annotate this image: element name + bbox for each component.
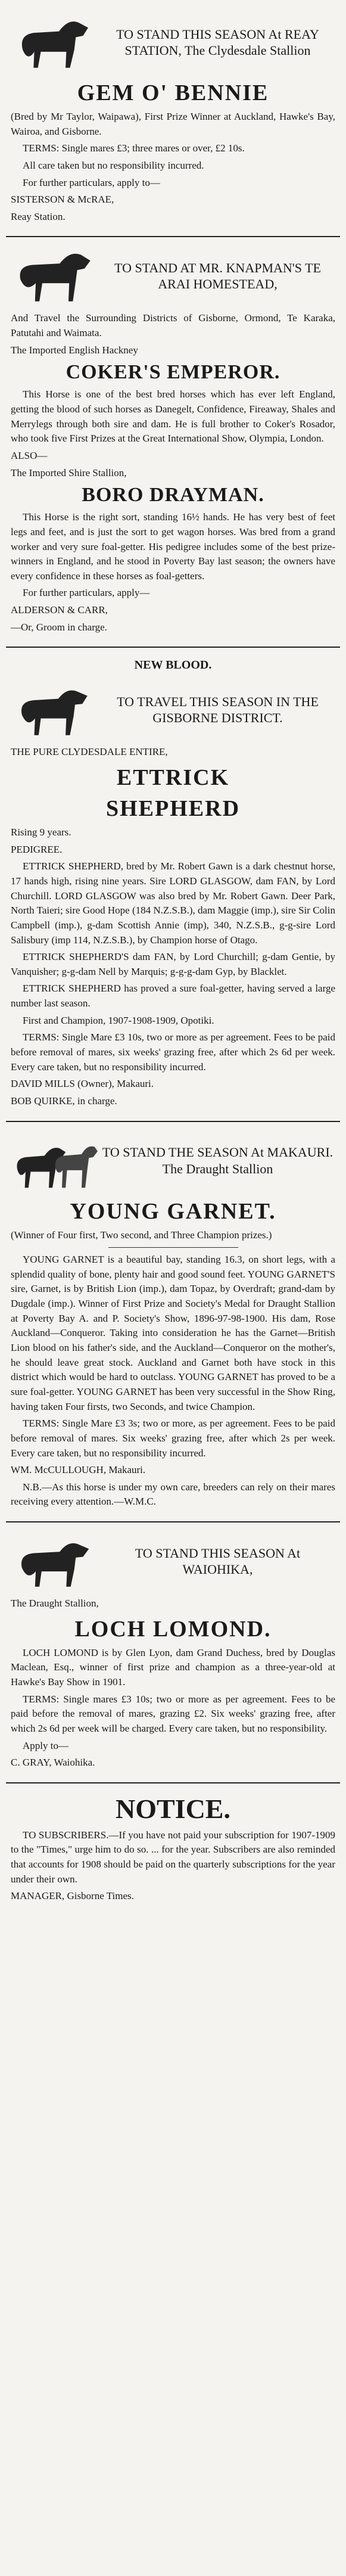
- ad-body-2: This Horse is the right sort, standing 16½ hands. He has very best of feet legs and feet, and is just the sort to get wagon horses. Was bred from a grand worker and very sure foal-getter. His pedigree includes some of the best prize-winners in England, and he stood in Poverty Bay last season; the owners have every confidence in these horses as foal-getters.: [11, 511, 335, 582]
- ad-header: [11, 1528, 335, 1594]
- ad-terms: TERMS: Single Mare £3 10s, two or more as per agreement. Fees to be paid before removal of mares, six weeks' grazing free, after which 2s 6d per week. Every care taken, but no responsibility incurred.: [11, 1031, 335, 1073]
- ad-nb: N.B.—As this horse is under my own care, breeders can rely on their mares receiving every attention.—W.M.C.: [11, 1481, 335, 1508]
- notice-signature: MANAGER, Gisborne Times.: [11, 1890, 134, 1902]
- ad-body: This Horse is one of the best bred horses which has ever left England, getting the blood of such horses as Danegelt, Confidence, Fireaway, Shales and Merrylegs through both sire and dam. He is full brother to Coker's Rosador, who took five First Prizes at the Great International Show, Olympia, London.: [11, 389, 335, 445]
- ad-header-text: TO TRAVEL THIS SEASON IN THE GISBORNE DISTRICT.: [117, 694, 319, 726]
- ad-imported: The Imported English Hackney: [11, 344, 138, 356]
- horses-icon: [11, 1128, 100, 1194]
- stallion-name: LOCH LOMOND.: [74, 1616, 272, 1642]
- horse-icon: [11, 10, 100, 75]
- newspaper-page: [6, 0, 340, 1919]
- notice-title: NOTICE.: [116, 1793, 230, 1824]
- ad-apply: Apply to—: [23, 1739, 68, 1751]
- ad-loch-lomond: [6, 1522, 340, 1783]
- horse-icon: [11, 677, 100, 742]
- ad-header-text: TO STAND THIS SEASON At WAIOHIKA,: [135, 1545, 301, 1577]
- ad-contact: ALDERSON & CARR,: [11, 604, 108, 616]
- ad-body: LOCH LOMOND is by Glen Lyon, dam Grand Duchess, bred by Douglas Maclean, Esq., winner of first prize and champion as a three-year-old at Hawke's Bay Show in 1901.: [11, 1646, 335, 1688]
- ad-owner: DAVID MILLS (Owner), Makauri.: [11, 1078, 154, 1090]
- pedigree-text-2: ETTRICK SHEPHERD'S dam FAN, by Lord Churchill; g-dam Gentie, by Vanquisher; g-g-dam Nell by Marquis; g-g-g-dam Gyp, by Blacklet.: [11, 951, 335, 977]
- notice-section: [6, 1783, 340, 1916]
- ad-terms: TERMS: Single mares £3 10s; two or more as per agreement. Fees to be paid before the removal of mares, grazing £2. Six weeks' grazing free, after which 2s 6d per week will be charged. Every care taken, but no responsibility.: [11, 1693, 335, 1734]
- ad-header: [11, 243, 335, 309]
- ad-header: [11, 10, 335, 75]
- ad-groom: BOB QUIRKE, in charge.: [11, 1095, 117, 1107]
- ad-header-text: TO STAND AT MR. KNAPMAN'S TE ARAI HOMESTEAD,: [114, 260, 321, 292]
- ad-prize: First and Champion, 1907-1908-1909, Opotiki.: [23, 1014, 214, 1026]
- ad-terms: TERMS: Single Mare £3 3s; two or more, as per agreement. Fees to be paid before removal of mares. Six weeks' grazing free, after which 2s per week. Every care taken, but no responsibility incurred.: [11, 1418, 335, 1459]
- ad-cokers-emperor: [6, 237, 340, 648]
- notice-body: TO SUBSCRIBERS.—If you have not paid your subscription for 1907-1909 to the "Times," urge him to do so. ... for the year. Subscribers are also reminded that accounts for 1908 should be paid on the quarterly subscriptions for the year under their own.: [11, 1829, 335, 1885]
- ad-groom: —Or, Groom in charge.: [11, 621, 107, 633]
- ad-travel: And Travel the Surrounding Districts of Gisborne, Ormond, Te Karaka, Patutahi and Waimata.: [11, 312, 335, 339]
- ad-contact: SISTERSON & McRAE,: [11, 194, 114, 206]
- ad-sub: The Draught Stallion,: [11, 1598, 99, 1609]
- ad-terms: TERMS: Single mares £3; three mares or over, £2 10s.: [23, 142, 245, 154]
- ad-also: ALSO—: [11, 449, 48, 461]
- ad-care: All care taken but no responsibility incurred.: [23, 159, 204, 171]
- ad-body: YOUNG GARNET is a beautiful bay, standing 16.3, on short legs, with a splendid quality of bone, plenty hair and good sound feet. YOUNG GARNET'S sire, Garnet, is by British Lion (imp.), dam Topaz, by Overdraft; grand-dam by Dugdale (imp.). Winner of First Prize and Society's Medal for Draught Stallion at Poverty Bay A. and P. Society's Show, 1896-97-98-1900. His dam, Rose Auckland—Conqueror. Taking into consideration he has the Garnet—British Lion blood on his father's side, and the Auckland—Conqueror on the mother's, he should leave great stock. Auckland and Garnet both have stock in this district which would be hard to outclass. YOUNG GARNET has proved to be a sure foal-getter. YOUNG GARNET has been very successful in the Show Ring, having taken Four firsts, two Seconds, and twice Champion.: [11, 1254, 335, 1412]
- ad-body: (Bred by Mr Taylor, Waipawa), First Prize Winner at Auckland, Hawke's Bay, Wairoa, and Gisborne.: [11, 111, 335, 137]
- ad-imported-2: The Imported Shire Stallion,: [11, 467, 127, 478]
- ad-apply: For further particulars, apply to—: [23, 176, 160, 188]
- ad-header-text: TO STAND THE SEASON At MAKAURI. The Draught Stallion: [102, 1145, 333, 1176]
- horse-icon: [11, 1528, 100, 1594]
- stallion-name-line-2: SHEPHERD: [105, 796, 241, 822]
- ad-wins: (Winner of Four first, Two second, and Three Champion prizes.): [11, 1229, 272, 1241]
- ad-apply: For further particulars, apply—: [23, 587, 150, 599]
- pedigree-text-3: ETTRICK SHEPHERD has proved a sure foal-getter, having served a large number last season.: [11, 983, 335, 1009]
- stallion-name: GEM O' BENNIE: [77, 80, 269, 105]
- stallion-name: YOUNG GARNET.: [70, 1198, 276, 1224]
- ad-place: Reay Station.: [11, 210, 66, 222]
- ad-age: Rising 9 years.: [11, 826, 71, 838]
- pedigree-label: PEDIGREE.: [11, 843, 63, 855]
- stallion-name: COKER'S EMPEROR.: [66, 361, 280, 384]
- ad-header: [11, 1128, 335, 1194]
- ad-gem-o-bennie: [6, 4, 340, 237]
- ad-contact: C. GRAY, Waiohika.: [11, 1757, 95, 1769]
- stallion-name-line-1: ETTRICK: [116, 765, 230, 791]
- ad-young-garnet: [6, 1122, 340, 1523]
- ad-header: [11, 677, 335, 742]
- new-blood-heading: NEW BLOOD.: [134, 658, 212, 672]
- ad-owner: WM. McCULLOUGH, Makauri.: [11, 1464, 146, 1476]
- ad-header-text: TO STAND THIS SEASON At REAY STATION, The Clydesdale Stallion: [116, 26, 319, 58]
- ad-ettrick-shepherd: [6, 648, 340, 1121]
- horse-icon: [11, 243, 100, 309]
- ad-sub: THE PURE CLYDESDALE ENTIRE,: [11, 746, 168, 758]
- pedigree-text-1: ETTRICK SHEPHERD, bred by Mr. Robert Gawn is a dark chestnut horse, 17 hands high, rising nine years. Sire LORD GLASGOW, dam FAN, by Lord Churchill. LORD GLASGOW was also bred by Mr. Robert Gawn. Deer Park, North Taieri; sire Good Hope (184 N.Z.S.B.), dam Maggie (imp.), sire Sir Colin Campbell (imp.), g-dam Scottish Annie (imp), 340, N.Z.S.B., g-g-sire Lord Salisbury (imp 114, N.Z.S.B.), by Champion horse of Otago.: [11, 860, 335, 946]
- divider: [108, 1247, 238, 1248]
- stallion-name-2: BORO DRAYMAN.: [82, 484, 264, 507]
